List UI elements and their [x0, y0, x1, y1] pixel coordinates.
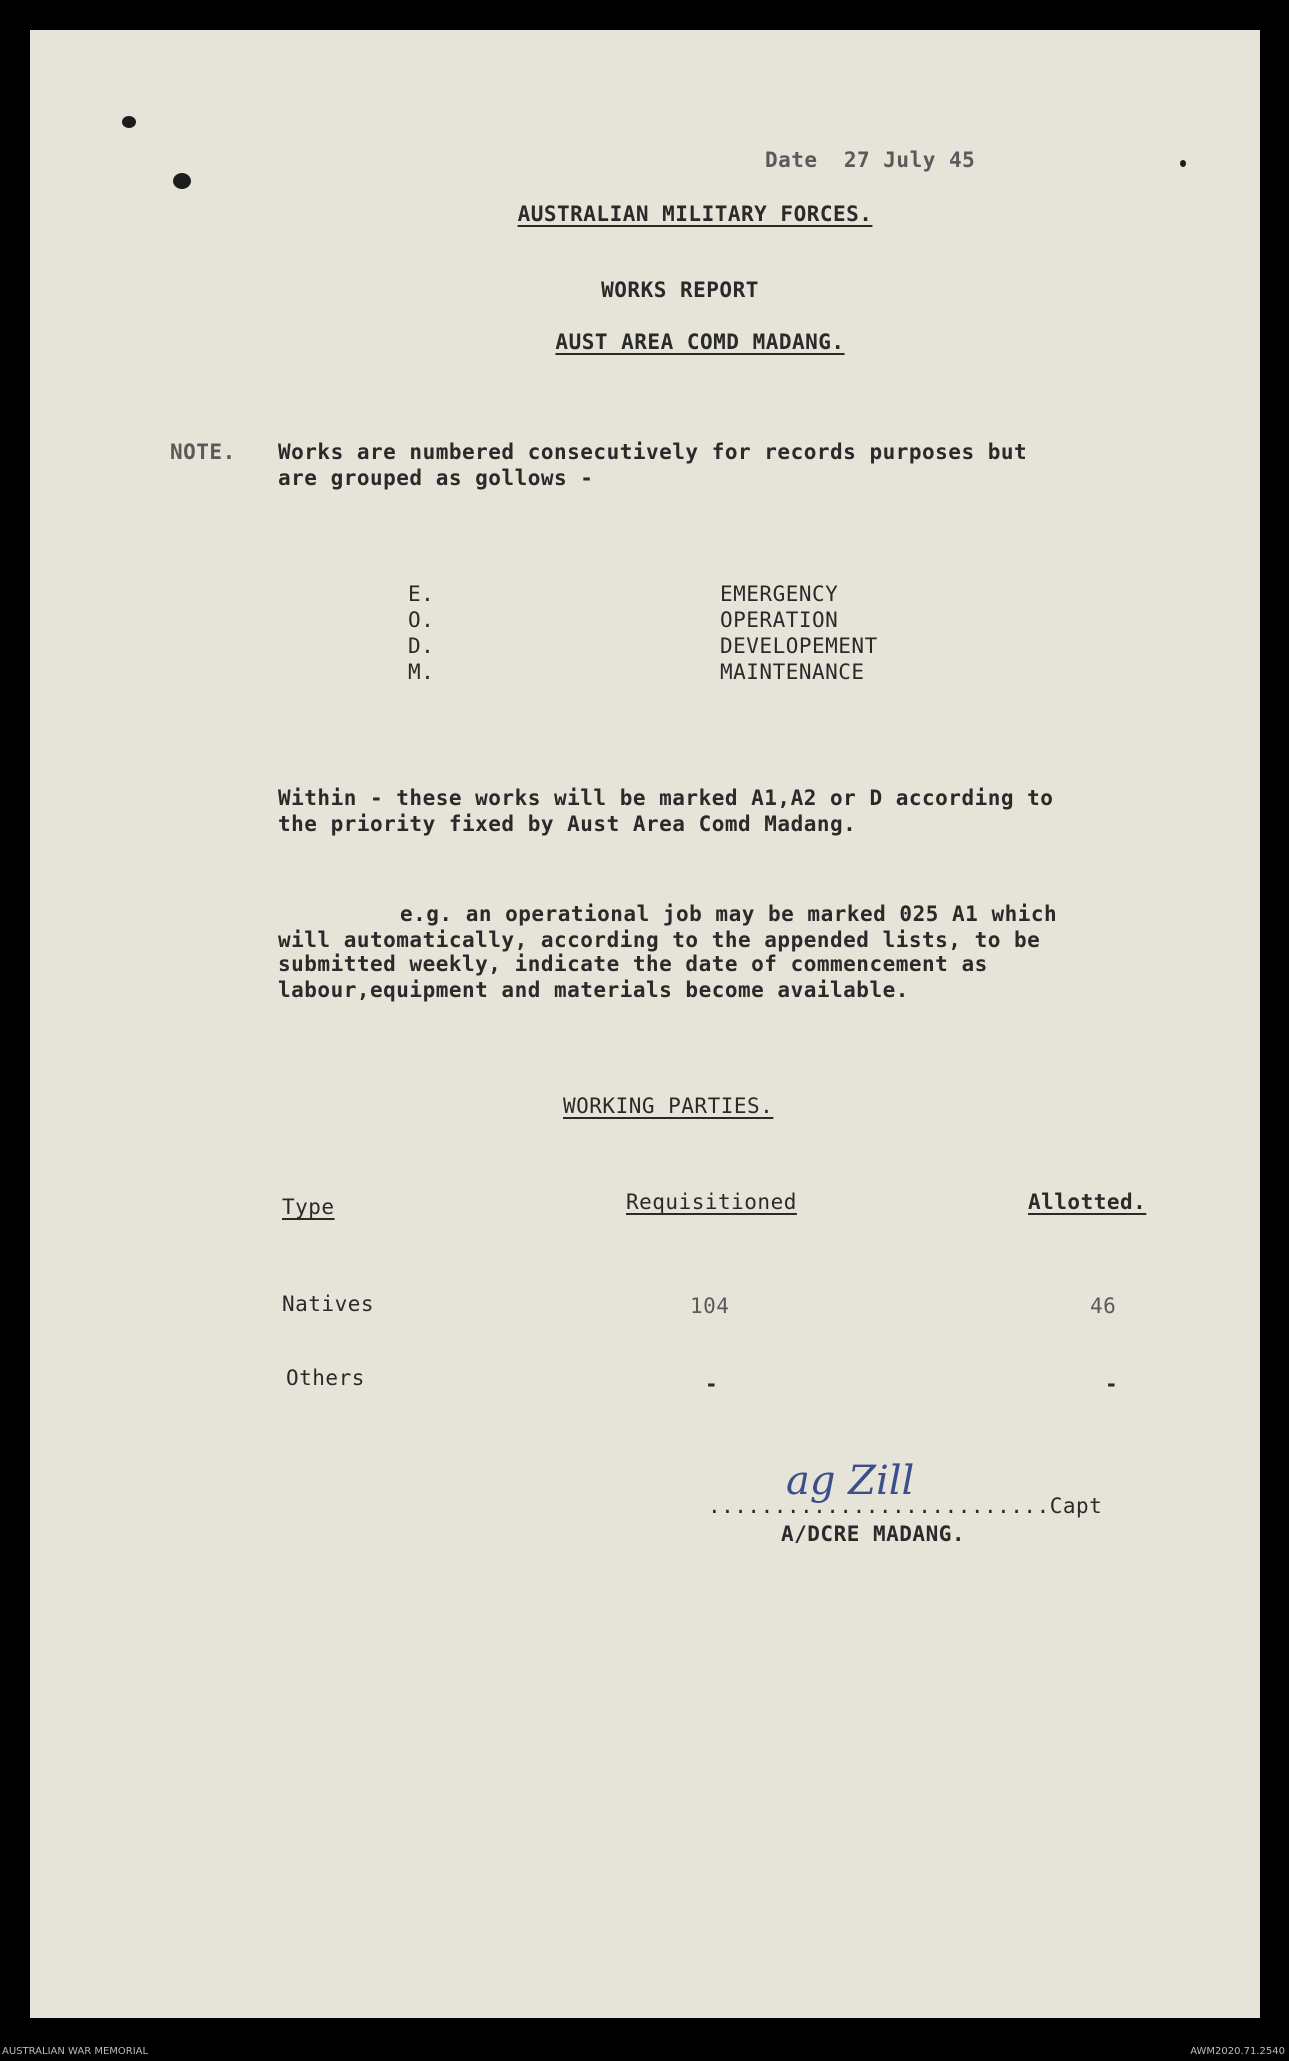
signature-dots-line: ..........................Capt [708, 1494, 1103, 1518]
group-code: O. [408, 608, 435, 632]
group-name: EMERGENCY [720, 582, 839, 606]
command-title: AUST AREA COMD MADANG. [555, 330, 845, 354]
ink-spot-mark [1180, 160, 1186, 167]
row-type: Natives [282, 1292, 375, 1316]
example-line-4: labour,equipment and materials become available. [278, 978, 909, 1002]
punch-hole-mark [173, 173, 191, 189]
org-title: AUSTRALIAN MILITARY FORCES. [517, 202, 873, 226]
column-header-allotted: Allotted. [1028, 1190, 1147, 1214]
group-name: OPERATION [720, 608, 839, 632]
group-code: E. [408, 582, 435, 606]
group-code: M. [408, 660, 435, 684]
row-requisitioned: - [705, 1372, 719, 1396]
row-requisitioned: 104 [690, 1294, 730, 1318]
report-title: WORKS REPORT [601, 278, 759, 302]
footer-archive-credit: AUSTRALIAN WAR MEMORIAL [2, 2046, 149, 2057]
document-page [30, 30, 1260, 2018]
row-allotted: 46 [1090, 1294, 1117, 1318]
example-line-1: e.g. an operational job may be marked 025 A1 which [400, 902, 1058, 926]
note-line-2: are grouped as gollows - [278, 466, 594, 490]
row-allotted: - [1105, 1372, 1119, 1396]
column-header-type: Type [282, 1195, 335, 1219]
group-code: D. [408, 634, 435, 658]
working-parties-heading: WORKING PARTIES. [563, 1094, 774, 1118]
group-name: MAINTENANCE [720, 660, 865, 684]
date-line: Date 27 July 45 [765, 148, 976, 172]
note-line-1: Works are numbered consecutively for records purposes but [278, 440, 1028, 464]
priority-line-1: Within - these works will be marked A1,A2 or D according to [278, 786, 1054, 810]
note-label: NOTE. [170, 440, 236, 464]
handwritten-signature: ag Zill [786, 1458, 915, 1504]
example-line-2: will automatically, according to the appended lists, to be [278, 928, 1041, 952]
example-line-3: submitted weekly, indicate the date of commencement as [278, 952, 988, 976]
footer-catalogue-number: AWM2020.71.2540 [1190, 2046, 1285, 2057]
row-type: Others [286, 1366, 365, 1390]
priority-line-2: the priority fixed by Aust Area Comd Madang. [278, 812, 857, 836]
punch-hole-mark [122, 116, 136, 128]
column-header-requisitioned: Requisitioned [626, 1190, 797, 1214]
signature-office: A/DCRE MADANG. [781, 1522, 966, 1546]
group-name: DEVELOPEMENT [720, 634, 878, 658]
